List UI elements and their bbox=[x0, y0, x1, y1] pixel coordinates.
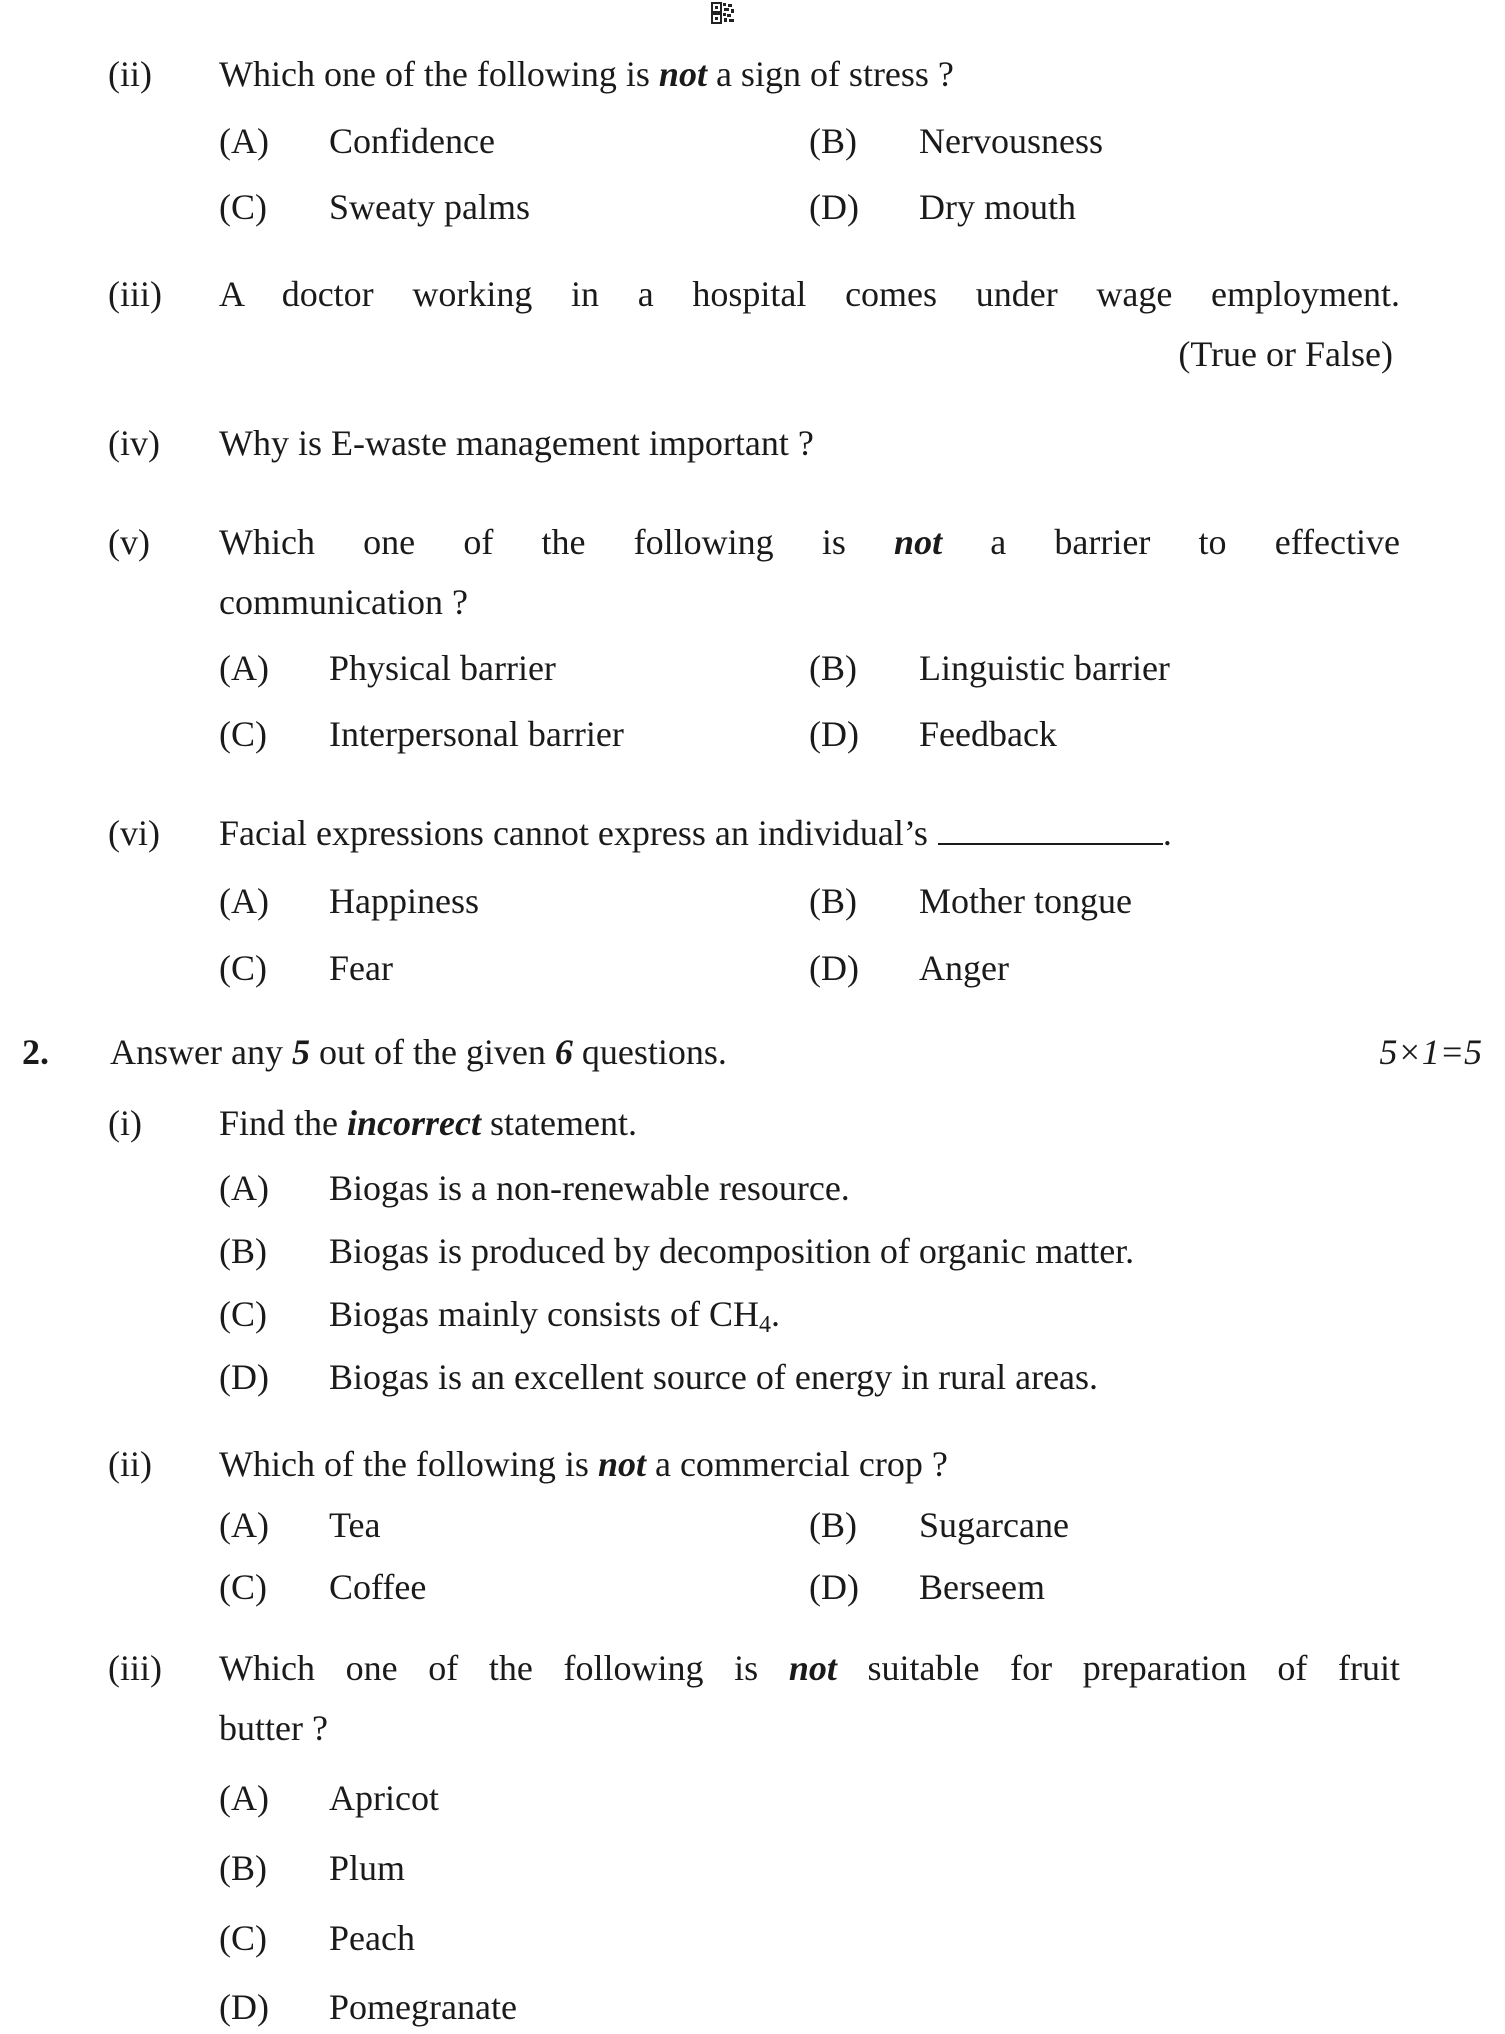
question-number: (vi) bbox=[108, 813, 160, 853]
option-text-part: . bbox=[771, 1294, 780, 1334]
option-text: Peach bbox=[329, 1918, 415, 1958]
question-text-part: Which one of the following is bbox=[219, 522, 895, 562]
question-number: (ii) bbox=[108, 54, 152, 94]
question-number: (iii) bbox=[108, 1648, 162, 1688]
question-text bbox=[219, 1446, 948, 1482]
marks-allocation: 5×1=5 bbox=[1379, 1032, 1482, 1072]
question-text-part: Find the bbox=[219, 1103, 348, 1143]
emphasis-text: not bbox=[894, 522, 943, 562]
option-label: (D) bbox=[809, 948, 859, 988]
option-label: (B) bbox=[809, 121, 857, 161]
option-text: Feedback bbox=[919, 714, 1057, 754]
question-text bbox=[219, 56, 954, 92]
option-label: (D) bbox=[809, 1567, 859, 1607]
question-text-part: a sign of stress ? bbox=[706, 54, 954, 94]
question-number: (v) bbox=[108, 522, 150, 562]
question-text-line2: butter ? bbox=[219, 1708, 328, 1748]
option-label: (B) bbox=[809, 648, 857, 688]
option-text: Physical barrier bbox=[329, 648, 556, 688]
option-text: Pomegranate bbox=[329, 1987, 517, 2027]
option-label: (A) bbox=[219, 881, 269, 921]
option-label: (D) bbox=[219, 1357, 269, 1397]
emphasis-text: not bbox=[597, 1444, 646, 1484]
emphasis-text: incorrect bbox=[347, 1103, 481, 1143]
answer-blank bbox=[938, 817, 1163, 845]
option-label: (A) bbox=[219, 1168, 269, 1208]
question-suffix: (True or False) bbox=[1178, 334, 1393, 374]
question-text-part: a commercial crop ? bbox=[645, 1444, 948, 1484]
question-number: (iv) bbox=[108, 423, 160, 463]
option-label: (C) bbox=[219, 714, 267, 754]
emphasis-text: 6 bbox=[554, 1032, 573, 1072]
option-text: Nervousness bbox=[919, 121, 1103, 161]
question-instruction bbox=[110, 1034, 727, 1070]
question-text-part: Which one of the following is bbox=[219, 54, 659, 94]
option-label: (A) bbox=[219, 648, 269, 688]
emphasis-text: 5 bbox=[291, 1032, 310, 1072]
option-text: Dry mouth bbox=[919, 187, 1076, 227]
option-label: (B) bbox=[219, 1231, 267, 1271]
subscript: 4 bbox=[759, 1312, 771, 1338]
option-label: (D) bbox=[809, 714, 859, 754]
option-text bbox=[329, 1296, 780, 1337]
question-text bbox=[219, 524, 1400, 560]
option-text: Confidence bbox=[329, 121, 495, 161]
question-text: Why is E-waste management important ? bbox=[219, 423, 814, 463]
question-text-part: Which of the following is bbox=[219, 1444, 598, 1484]
question-text: A doctor working in a hospital comes under wage employment. bbox=[219, 274, 1400, 314]
question-text-part: suitable for preparation of fruit bbox=[836, 1648, 1400, 1688]
emphasis-text: not bbox=[788, 1648, 837, 1688]
question-text-part: Facial expressions cannot express an individual’s bbox=[219, 813, 928, 853]
option-label: (C) bbox=[219, 1567, 267, 1607]
question-number: 2. bbox=[22, 1032, 49, 1072]
option-label: (B) bbox=[809, 881, 857, 921]
option-text: Tea bbox=[329, 1505, 381, 1545]
question-text bbox=[219, 1650, 1400, 1686]
option-label: (C) bbox=[219, 1918, 267, 1958]
qr-code-icon bbox=[711, 2, 735, 24]
option-text: Mother tongue bbox=[919, 881, 1132, 921]
option-text: Biogas is produced by decomposition of organic matter. bbox=[329, 1231, 1135, 1271]
option-text: Fear bbox=[329, 948, 393, 988]
instruction-part: questions. bbox=[572, 1032, 727, 1072]
option-text: Happiness bbox=[329, 881, 479, 921]
option-label: (C) bbox=[219, 948, 267, 988]
option-text: Sugarcane bbox=[919, 1505, 1069, 1545]
option-text: Plum bbox=[329, 1848, 406, 1888]
option-text: Linguistic barrier bbox=[919, 648, 1170, 688]
option-text: Anger bbox=[919, 948, 1009, 988]
option-label: (A) bbox=[219, 121, 269, 161]
option-label: (C) bbox=[219, 1294, 267, 1334]
question-text-part: a barrier to effective bbox=[942, 522, 1400, 562]
option-text-part: Biogas mainly consists of CH bbox=[329, 1294, 759, 1334]
option-label: (A) bbox=[219, 1505, 269, 1545]
option-text: Berseem bbox=[919, 1567, 1045, 1607]
instruction-part: out of the given bbox=[309, 1032, 555, 1072]
option-label: (B) bbox=[219, 1848, 267, 1888]
option-label: (C) bbox=[219, 187, 267, 227]
option-text: Sweaty palms bbox=[329, 187, 530, 227]
question-text-part: statement. bbox=[481, 1103, 637, 1143]
question-text bbox=[219, 815, 1172, 851]
option-text: Biogas is an excellent source of energy in rural areas. bbox=[329, 1357, 1099, 1397]
option-label: (D) bbox=[219, 1987, 269, 2027]
option-label: (A) bbox=[219, 1778, 269, 1818]
question-number: (iii) bbox=[108, 274, 162, 314]
option-text: Biogas is a non-renewable resource. bbox=[329, 1168, 850, 1208]
option-text: Apricot bbox=[329, 1778, 439, 1818]
option-text: Coffee bbox=[329, 1567, 427, 1607]
option-label: (B) bbox=[809, 1505, 857, 1545]
instruction-part: Answer any bbox=[110, 1032, 292, 1072]
option-label: (D) bbox=[809, 187, 859, 227]
emphasis-text: not bbox=[658, 54, 707, 94]
question-text-part: . bbox=[1162, 813, 1172, 853]
question-number: (i) bbox=[108, 1103, 142, 1143]
question-number: (ii) bbox=[108, 1444, 152, 1484]
question-text-part: Which one of the following is bbox=[219, 1648, 789, 1688]
option-text: Interpersonal barrier bbox=[329, 714, 624, 754]
question-text-line2: communication ? bbox=[219, 582, 468, 622]
question-text bbox=[219, 1105, 637, 1141]
